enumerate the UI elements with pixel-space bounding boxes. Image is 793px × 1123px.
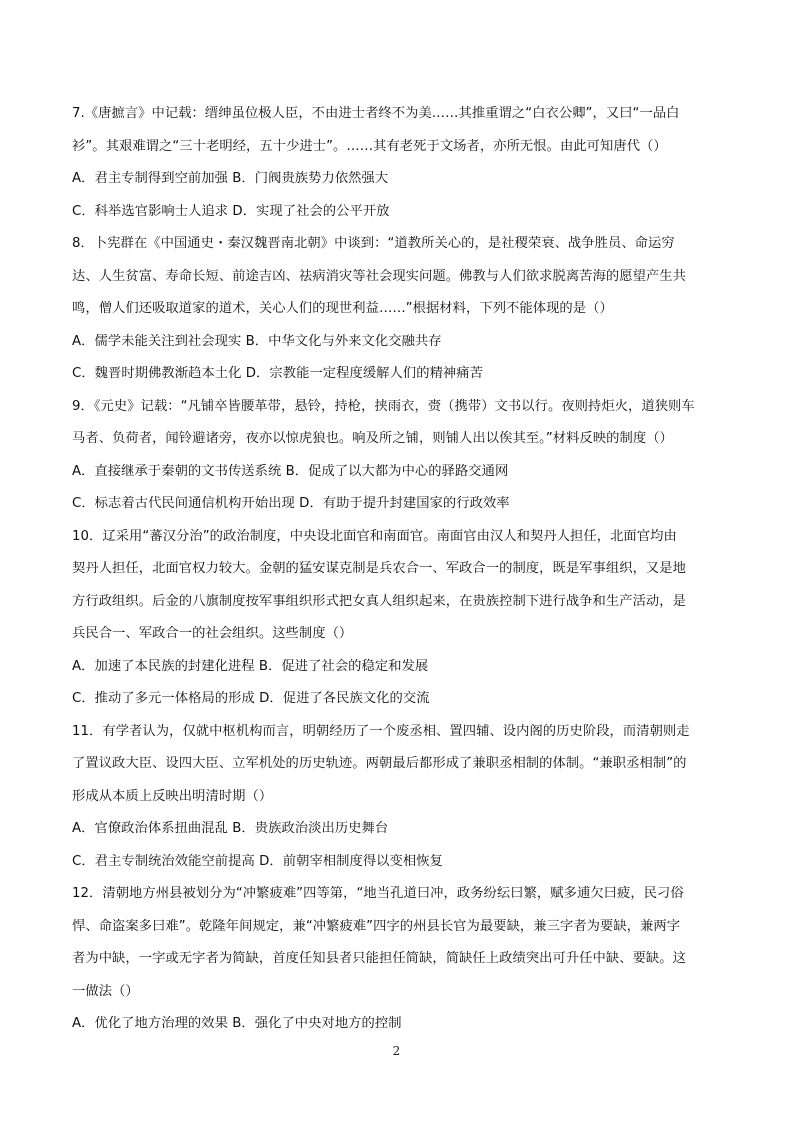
q7-stem-line-2: 衫”。其艰难谓之“三十老明经，五十少进士”。……其有老死于文场者，亦所无恨。由此可知唐代（） xyxy=(72,138,667,154)
q11-options-cd: C．君主专制统治效能空前提高 D．前朝宰相制度得以变相恢复 xyxy=(72,853,443,869)
q9-stem-line-2: 马者、负荷者，闻铃避诸旁，夜亦以惊虎狼也。响及所之铺，则铺人出以俟其至。”材料反映的制度（） xyxy=(72,431,673,446)
q8-stem-line-2: 达、人生贫富、寿命长短、前途吉凶、祛病消灾等社会现实问题。佛教与人们欲求脱离苦海的愿望产生共 xyxy=(72,268,686,284)
q8-options-ab: A．儒学未能关注到社会现实 B．中华文化与外来文化交融共存 xyxy=(72,333,442,349)
q12-options-ab: A．优化了地方治理的效果 B．强化了中央对地方的控制 xyxy=(72,1016,402,1031)
q8-stem-line-3: 鸣，僧人们还吸取道家的道术，关心人们的现世利益……”根据材料，下列不能体现的是（） xyxy=(72,301,613,316)
q11-stem-line-3: 形成从本质上反映出明清时期（） xyxy=(72,788,273,804)
exam-questions xyxy=(72,104,722,1047)
q10-stem-line-4: 兵民合一、军政合一的社会组织。这些制度（） xyxy=(72,626,353,641)
q12-stem-line-2: 悍、命盗案多曰难”。乾隆年间规定，兼“冲繁疲难”四字的州县长官为最要缺，兼三字者为要缺，兼两字 xyxy=(72,918,681,934)
q7-options-cd: C．科举选官影响士人追求 D．实现了社会的公平开放 xyxy=(72,203,390,219)
q11-options-ab: A．官僚政治体系扭曲混乱 B．贵族政治淡出历史舞台 xyxy=(72,821,389,836)
page-number: 2 xyxy=(392,1044,401,1058)
q12-stem-line-3: 者为中缺，一字或无字者为简缺，首度任知县者只能担任简缺，简缺任上政绩突出可升任中缺、要缺。这 xyxy=(72,951,686,966)
q10-stem-line-3: 方行政组织。后金的八旗制度按军事组织形式把女真人组织起来，在贵族控制下进行战争和生产活动，是 xyxy=(72,593,686,609)
q8-options-cd: C．魏晋时期佛教渐趋本土化 D．宗教能一定程度缓解人们的精神痛苦 xyxy=(72,366,483,381)
q12-stem-line-1: 12．清朝地方州县被划分为“冲繁疲难”四等第，“地当孔道曰冲，政务纷纭曰繁，赋多逋欠曰疲，民刁俗 xyxy=(72,886,684,901)
q8-stem-line-1: 8．卜宪群在《中国通史・秦汉魏晋南北朝》中谈到：“道教所关心的，是社稷荣衰、战争胜员、命运穷 xyxy=(72,236,675,251)
q9-stem-line-1: 9．《元史》记载：“凡铺卒皆腰革带，悬铃，持枪，挟雨衣，赍（携带）文书以行。夜则持炬火，道狭则车 xyxy=(72,398,695,414)
q9-options-cd: C．标志着古代民间通信机构开始出现 D．有助于提升封建国家的行政效率 xyxy=(72,496,510,511)
q10-options-cd: C．推动了多元一体格局的形成 D．促进了各民族文化的交流 xyxy=(72,691,430,706)
q11-stem-line-1: 11．有学者认为，仅就中枢机构而言，明朝经历了一个废丞相、置四辅、设内阁的历史阶段，而清朝则走 xyxy=(72,723,690,739)
q11-stem-line-2: 了置议政大臣、设四大臣、立军机处的历史轨迹。两朝最后都形成了兼职丞相制的体制。“兼职丞相制”的 xyxy=(72,756,687,771)
q10-stem-line-1: 10．辽采用“蕃汉分治”的政治制度，中央设北面官和南面官。南面官由汉人和契丹人担任，北面官均由 xyxy=(72,528,677,544)
q7-options-ab: A．君主专制得到空前加强 B．门阀贵族势力依然强大 xyxy=(72,171,389,186)
q9-options-ab: A．直接继承于秦朝的文书传送系统 B．促成了以大都为中心的驿路交通网 xyxy=(72,463,509,479)
q12-stem-line-4: 一做法（） xyxy=(72,983,139,999)
q7-stem-line-1: 7.《唐摭言》中记载：缙绅虽位极人臣，不由进士者终不为美……其推重谓之“白衣公卿”，又曰“一品白 xyxy=(72,106,680,121)
q10-options-ab: A．加速了本民族的封建化进程 B．促进了社会的稳定和发展 xyxy=(72,658,429,674)
q10-stem-line-2: 契丹人担任，北面官权力较大。金朝的猛安谋克制是兵农合一、军政合一的制度，既是军事组织，又是地 xyxy=(72,561,686,576)
